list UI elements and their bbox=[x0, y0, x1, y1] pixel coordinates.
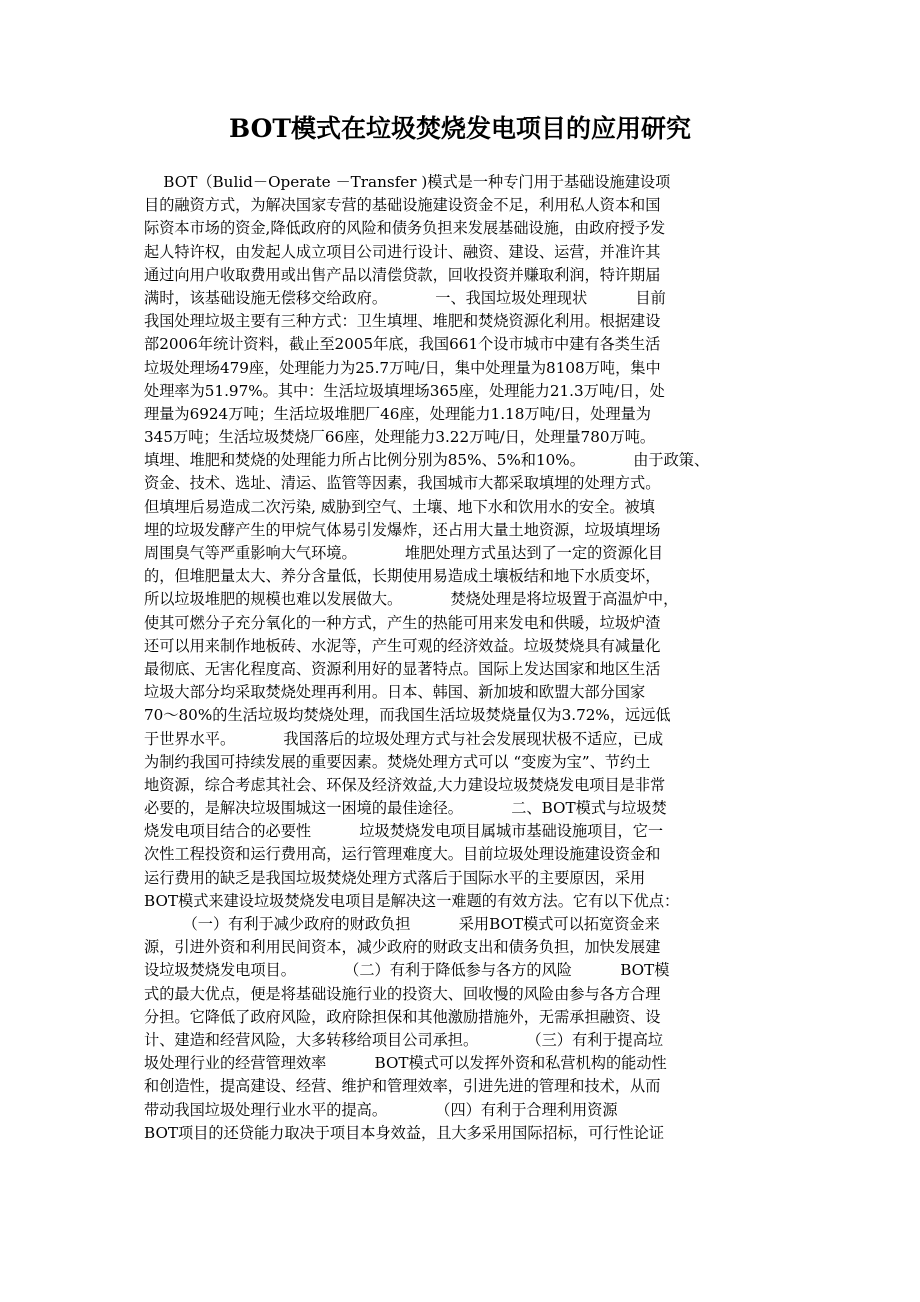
body-line: 圾处理行业的经营管理效率 BOT模式可以发挥外资和私营机构的能动性 bbox=[144, 1054, 667, 1073]
body-line: 源，引进外资和利用民间资本，减少政府的财政支出和债务负担，加快发展建 bbox=[144, 938, 661, 957]
body-line: 目的融资方式，为解决国家专营的基础设施建设资金不足，利用私人资本和国 bbox=[144, 196, 661, 215]
body-line: 满时，该基础设施无偿移交给政府。 一、我国垃圾处理现状 目前 bbox=[144, 288, 666, 307]
body-line: 际资本市场的资金,降低政府的风险和债务负担来发展基础设施，由政府授予发 bbox=[144, 219, 666, 238]
body-line: BOT项目的还贷能力取决于项目本身效益，且大多采用国际招标，可行性论证 bbox=[144, 1123, 665, 1142]
body-line: 使其可燃分子充分氧化的一种方式，产生的热能可用来发电和供暖，垃圾炉渣 bbox=[144, 613, 661, 632]
body-line: 分担。它降低了政府风险，政府除担保和其他激励措施外，无需承担融资、设 bbox=[144, 1007, 661, 1026]
body-line: 周围臭气等严重影响大气环境。 堆肥处理方式虽达到了一定的资源化目 bbox=[144, 544, 664, 562]
body-line: 计、建造和经营风险，大多转移给项目公司承担。 （三）有利于提高垃 bbox=[144, 1030, 664, 1049]
body-line: 填埋、堆肥和焚烧的处理能力所占比例分别为85%、5%和10%。 由于政策、 bbox=[144, 451, 710, 470]
body-line: 运行费用的缺乏是我国垃圾焚烧处理方式落后于国际水平的主要原因，采用 bbox=[144, 868, 646, 887]
body-line: 70～80%的生活垃圾均焚烧处理，而我国生活垃圾焚烧量仅为3.72%，远远低 bbox=[144, 706, 671, 725]
body-line: BOT（Bulid－Operate －Transfer )模式是一种专门用于基础设施建设项 bbox=[144, 173, 671, 191]
body-line: 理量为6924万吨；生活垃圾堆肥厂46座，处理能力1.18万吨/日，处理量为 bbox=[144, 404, 651, 423]
document-body bbox=[144, 171, 784, 1145]
body-line: 烧发电项目结合的必要性 垃圾焚烧发电项目属城市基础设施项目，它一 bbox=[144, 822, 664, 841]
body-line: 垃圾大部分均采取焚烧处理再利用。日本、韩国、新加坡和欧盟大部分国家 bbox=[144, 683, 646, 702]
body-line: 345万吨；生活垃圾焚烧厂66座，处理能力3.22万吨/日，处理量780万吨。 bbox=[144, 428, 656, 447]
body-line: 最彻底、无害化程度高、资源利用好的显著特点。国际上发达国家和地区生活 bbox=[144, 659, 661, 678]
body-line: 于世界水平。 我国落后的垃圾处理方式与社会发展现状极不适应，已成 bbox=[144, 729, 664, 748]
body-line: 垃圾处理场479座，处理能力为25.7万吨/日，集中处理量为8108万吨，集中 bbox=[144, 358, 661, 377]
body-line: 我国处理垃圾主要有三种方式：卫生填埋、堆肥和焚烧资源化利用。根据建设 bbox=[144, 312, 661, 331]
body-line: 和创造性，提高建设、经营、维护和管理效率，引进先进的管理和技术，从而 bbox=[144, 1077, 661, 1096]
body-line: 必要的，是解决垃圾围城这一困境的最佳途径。 二、BOT模式与垃圾焚 bbox=[144, 799, 667, 818]
body-line: 资金、技术、选址、清运、监管等因素，我国城市大都采取填埋的处理方式。 bbox=[144, 474, 661, 493]
body-line: 起人特许权，由发起人成立项目公司进行设计、融资、建设、运营，并准许其 bbox=[144, 242, 661, 261]
body-line: 所以垃圾堆肥的规模也难以发展做大。 焚烧处理是将垃圾置于高温炉中， bbox=[144, 590, 679, 609]
body-line: 的，但堆肥量太大、养分含量低，长期使用易造成土壤板结和地下水质变坏， bbox=[144, 567, 661, 586]
body-line: 部2006年统计资料，截止至2005年底，我国661个设市城市中建有各类生活 bbox=[144, 335, 661, 354]
body-line: 为制约我国可持续发展的重要因素。焚烧处理方式可以 “变废为宝”、节约土 bbox=[144, 752, 651, 771]
body-line: 埋的垃圾发酵产生的甲烷气体易引发爆炸，还占用大量土地资源，垃圾填埋场 bbox=[144, 520, 661, 539]
body-line: 但填埋后易造成二次污染, 威胁到空气、土壤、地下水和饮用水的安全。被填 bbox=[144, 497, 655, 516]
body-line: 还可以用来制作地板砖、水泥等，产生可观的经济效益。垃圾焚烧具有减量化 bbox=[144, 636, 661, 655]
document-title: BOT模式在垃圾焚烧发电项目的应用研究 bbox=[229, 114, 691, 143]
body-line: 次性工程投资和运行费用高，运行管理难度大。目前垃圾处理设施建设资金和 bbox=[144, 845, 661, 864]
body-line: 处理率为51.97%。其中：生活垃圾填埋场365座，处理能力21.3万吨/日，处 bbox=[144, 381, 665, 400]
body-line: 式的最大优点，便是将基础设施行业的投资大、回收慢的风险由参与各方合理 bbox=[144, 984, 661, 1003]
body-line: 带动我国垃圾处理行业水平的提高。 （四）有利于合理利用资源 bbox=[144, 1100, 618, 1119]
body-line: 设垃圾焚烧发电项目。 （二）有利于降低参与各方的风险 BOT模 bbox=[144, 961, 670, 980]
body-line: BOT模式来建设垃圾焚烧发电项目是解决这一难题的有效方法。它有以下优点： bbox=[144, 891, 680, 910]
body-line: （一）有利于减少政府的财政负担 采用BOT模式可以拓宽资金来 bbox=[144, 915, 660, 933]
body-line: 通过向用户收取费用或出售产品以清偿贷款，回收投资并赚取利润，特许期届 bbox=[144, 265, 661, 284]
body-line: 地资源，综合考虑其社会、环保及经济效益,大力建设垃圾焚烧发电项目是非常 bbox=[144, 775, 666, 794]
